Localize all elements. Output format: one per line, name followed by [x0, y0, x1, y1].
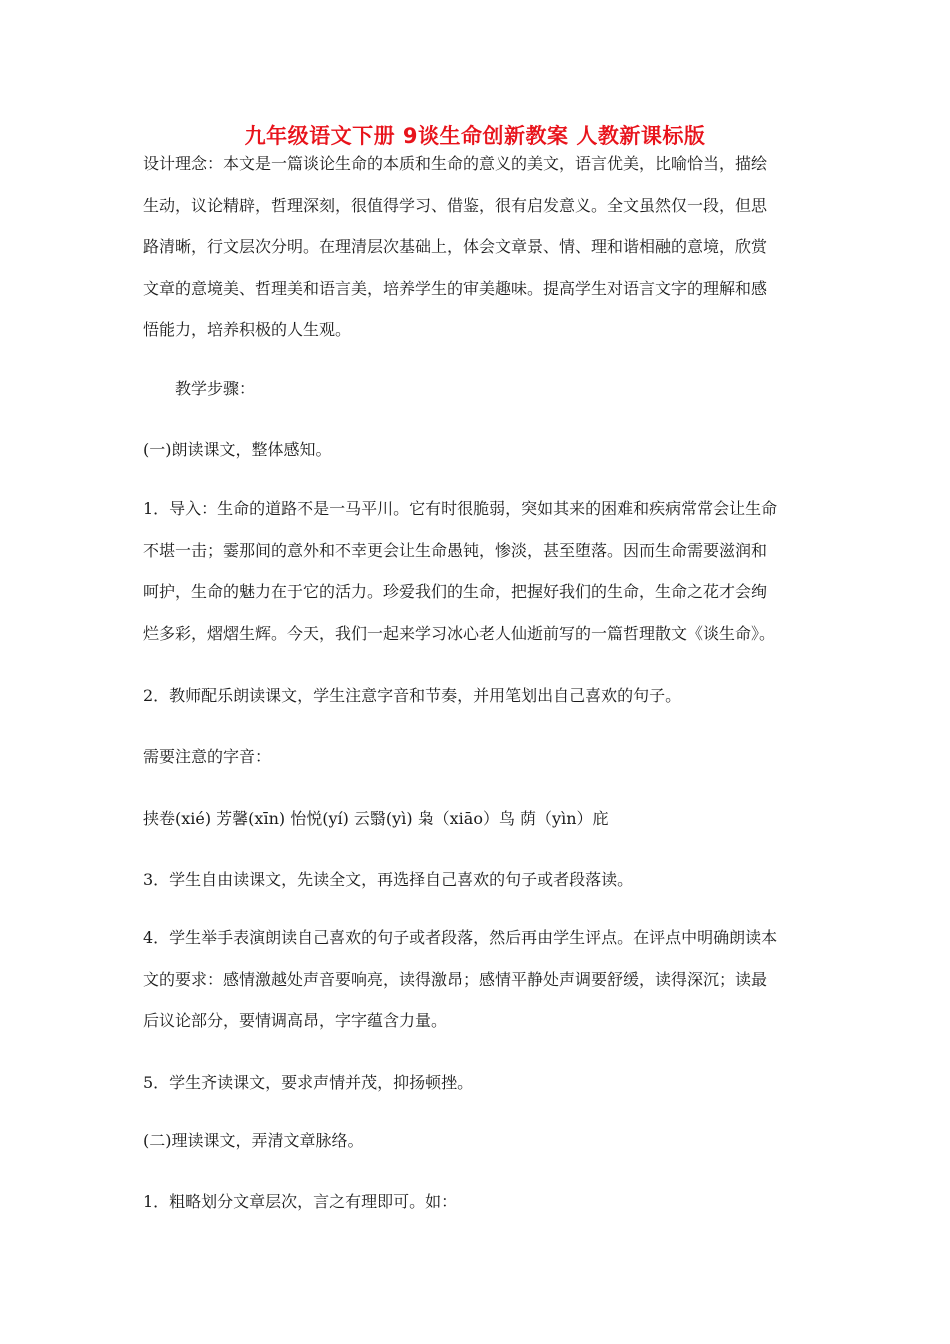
paragraph-line: 生动，议论精辟，哲理深刻，很值得学习、借鉴，很有启发意义。全文虽然仅一段，但思 [143, 195, 768, 215]
steps-heading: 教学步骤： [175, 379, 256, 398]
document-title: 九年级语文下册 9谈生命创新教案 人教新课标版 [244, 124, 706, 148]
paragraph-line: 设计理念：本文是一篇谈论生命的本质和生命的意义的美文，语言优美，比喻恰当，描绘 [143, 154, 768, 173]
steps-heading-block [143, 368, 807, 410]
item-six-block [143, 1181, 807, 1223]
paragraph-line: 5．学生齐读课文，要求声情并茂，抑扬顿挫。 [143, 1073, 474, 1092]
paragraph-line: 文的要求：感情激越处声音要响亮，读得激昂；感情平静处声调要舒缓，读得深沉；读最 [143, 969, 768, 989]
paragraph-line: 烂多彩，熠熠生辉。今天，我们一起来学习冰心老人仙逝前写的一篇哲理散文《谈生命》。 [143, 623, 776, 643]
paragraph-line: 文章的意境美、哲理美和语言美，培养学生的审美趣味。提高学生对语言文字的理解和感 [143, 278, 768, 298]
section-two-block [143, 1120, 807, 1162]
paragraph-line: 悟能力，培养积极的人生观。 [143, 320, 352, 339]
paragraph-line: 路清晰，行文层次分明。在理清层次基础上，体会文章景、情、理和谐相融的意境，欣赏 [143, 237, 768, 256]
paragraph-line: 1．导入：生命的道路不是一马平川。它有时很脆弱，突如其来的困难和疾病常常会让生命 [143, 499, 778, 518]
pronunciation-list: 挟卷(xié) 芳馨(xīn) 怡悦(yí) 云翳(yì) 枭（xiāo）鸟 荫（yìn）庇 [143, 809, 609, 828]
paragraph-line: 呵护，生命的魅力在于它的活力。珍爱我们的生命，把握好我们的生命，生命之花才会绚 [143, 582, 768, 601]
pronunciation-heading: 需要注意的字音： [143, 747, 272, 766]
section-one-block [143, 429, 807, 471]
pronunciation-heading-block [143, 736, 807, 778]
paragraph-line: 不堪一击；霎那间的意外和不幸更会让生命愚钝，惨淡，甚至堕落。因而生命需要滋润和 [143, 540, 768, 560]
paragraph-line: 1．粗略划分文章层次，言之有理即可。如： [143, 1192, 458, 1211]
item-one-paragraph [143, 488, 807, 654]
item-four-paragraph [143, 917, 807, 1042]
paragraph-line: 后议论部分，要情调高昂，字字蕴含力量。 [143, 1011, 448, 1030]
paragraph-line: 3．学生自由读课文，先读全文，再选择自己喜欢的句子或者段落读。 [143, 870, 634, 889]
item-two-block [143, 675, 807, 717]
item-three-block [143, 859, 807, 901]
pronunciation-list-block [143, 798, 807, 840]
section-heading: (一)朗读课文，整体感知。 [143, 440, 332, 459]
paragraph-line: 4．学生举手表演朗读自己喜欢的句子或者段落，然后再由学生评点。在评点中明确朗读本 [143, 928, 778, 947]
design-idea-paragraph [143, 143, 807, 351]
paragraph-line: 2．教师配乐朗读课文，学生注意字音和节奏，并用笔划出自己喜欢的句子。 [143, 686, 682, 705]
item-five-block [143, 1062, 807, 1104]
section-heading: (二)理读课文，弄清文章脉络。 [143, 1131, 364, 1150]
